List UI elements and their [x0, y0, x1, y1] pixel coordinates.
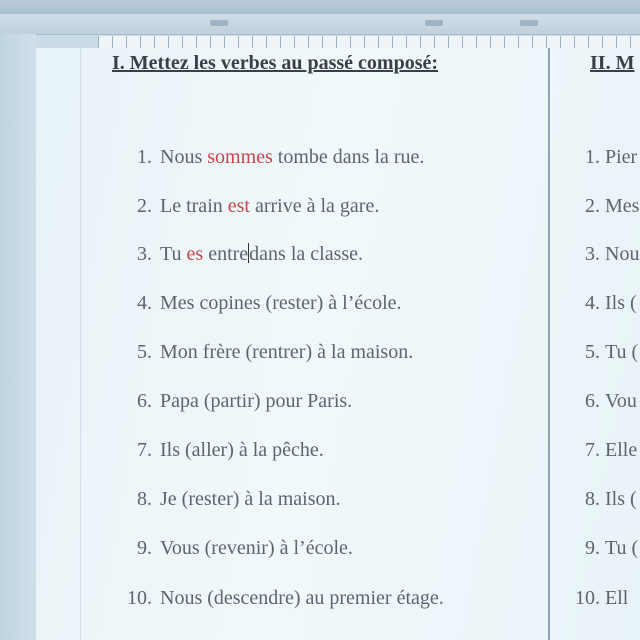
- exercise2-item: 6. Vou: [585, 390, 637, 412]
- exercise2-item: 5. Tu (: [585, 341, 639, 363]
- answer-text: es: [186, 243, 204, 265]
- margin-guide: [80, 48, 81, 640]
- exercise2-item: 4. Ils (: [585, 292, 637, 314]
- exercise1-item: 4. Mes copines (rester) à l’école.: [137, 292, 402, 314]
- toolbar-button[interactable]: [425, 20, 443, 26]
- exercise2-item: 8. Ils (: [585, 488, 637, 510]
- document-left-margin: [0, 34, 36, 640]
- exercise1-item: 7. Ils (aller) à la pêche.: [137, 439, 324, 461]
- column-divider: [548, 48, 550, 640]
- toolbar-button[interactable]: [210, 20, 228, 26]
- exercise2-item: 2. Mes: [585, 195, 640, 217]
- toolbar: [0, 14, 640, 35]
- exercise2-item: 3. Nou: [585, 243, 640, 265]
- exercise1-item: 3. Tu es entredans la classe.: [137, 243, 364, 265]
- exercise2-item: 9. Tu (: [585, 537, 639, 559]
- toolbar-button[interactable]: [520, 20, 538, 26]
- window-title-bar: [0, 0, 640, 14]
- exercise1-item: 8. Je (rester) à la maison.: [137, 488, 341, 510]
- answer-text: est: [227, 195, 250, 217]
- exercise2-item: 1. Pier: [585, 146, 638, 168]
- exercise1-item: 1. Nous sommes tombe dans la rue.: [137, 146, 425, 168]
- exercise1-item: 2. Le train est arrive à la gare.: [137, 195, 380, 217]
- exercise1-item: 9. Vous (revenir) à l’école.: [137, 537, 353, 559]
- answer-text: sommes: [207, 146, 273, 168]
- exercise1-item: 6. Papa (partir) pour Paris.: [137, 390, 353, 412]
- exercise1-title: I. Mettez les verbes au passé composé:: [112, 52, 439, 74]
- exercise2-item: 10. Ell: [575, 587, 629, 609]
- exercise1-item: 5. Mon frère (rentrer) à la maison.: [137, 341, 414, 363]
- exercise2-item: 7. Elle: [585, 439, 638, 461]
- exercise2-title: II. M: [590, 52, 635, 74]
- exercise1-item: 10. Nous (descendre) au premier étage.: [127, 587, 444, 609]
